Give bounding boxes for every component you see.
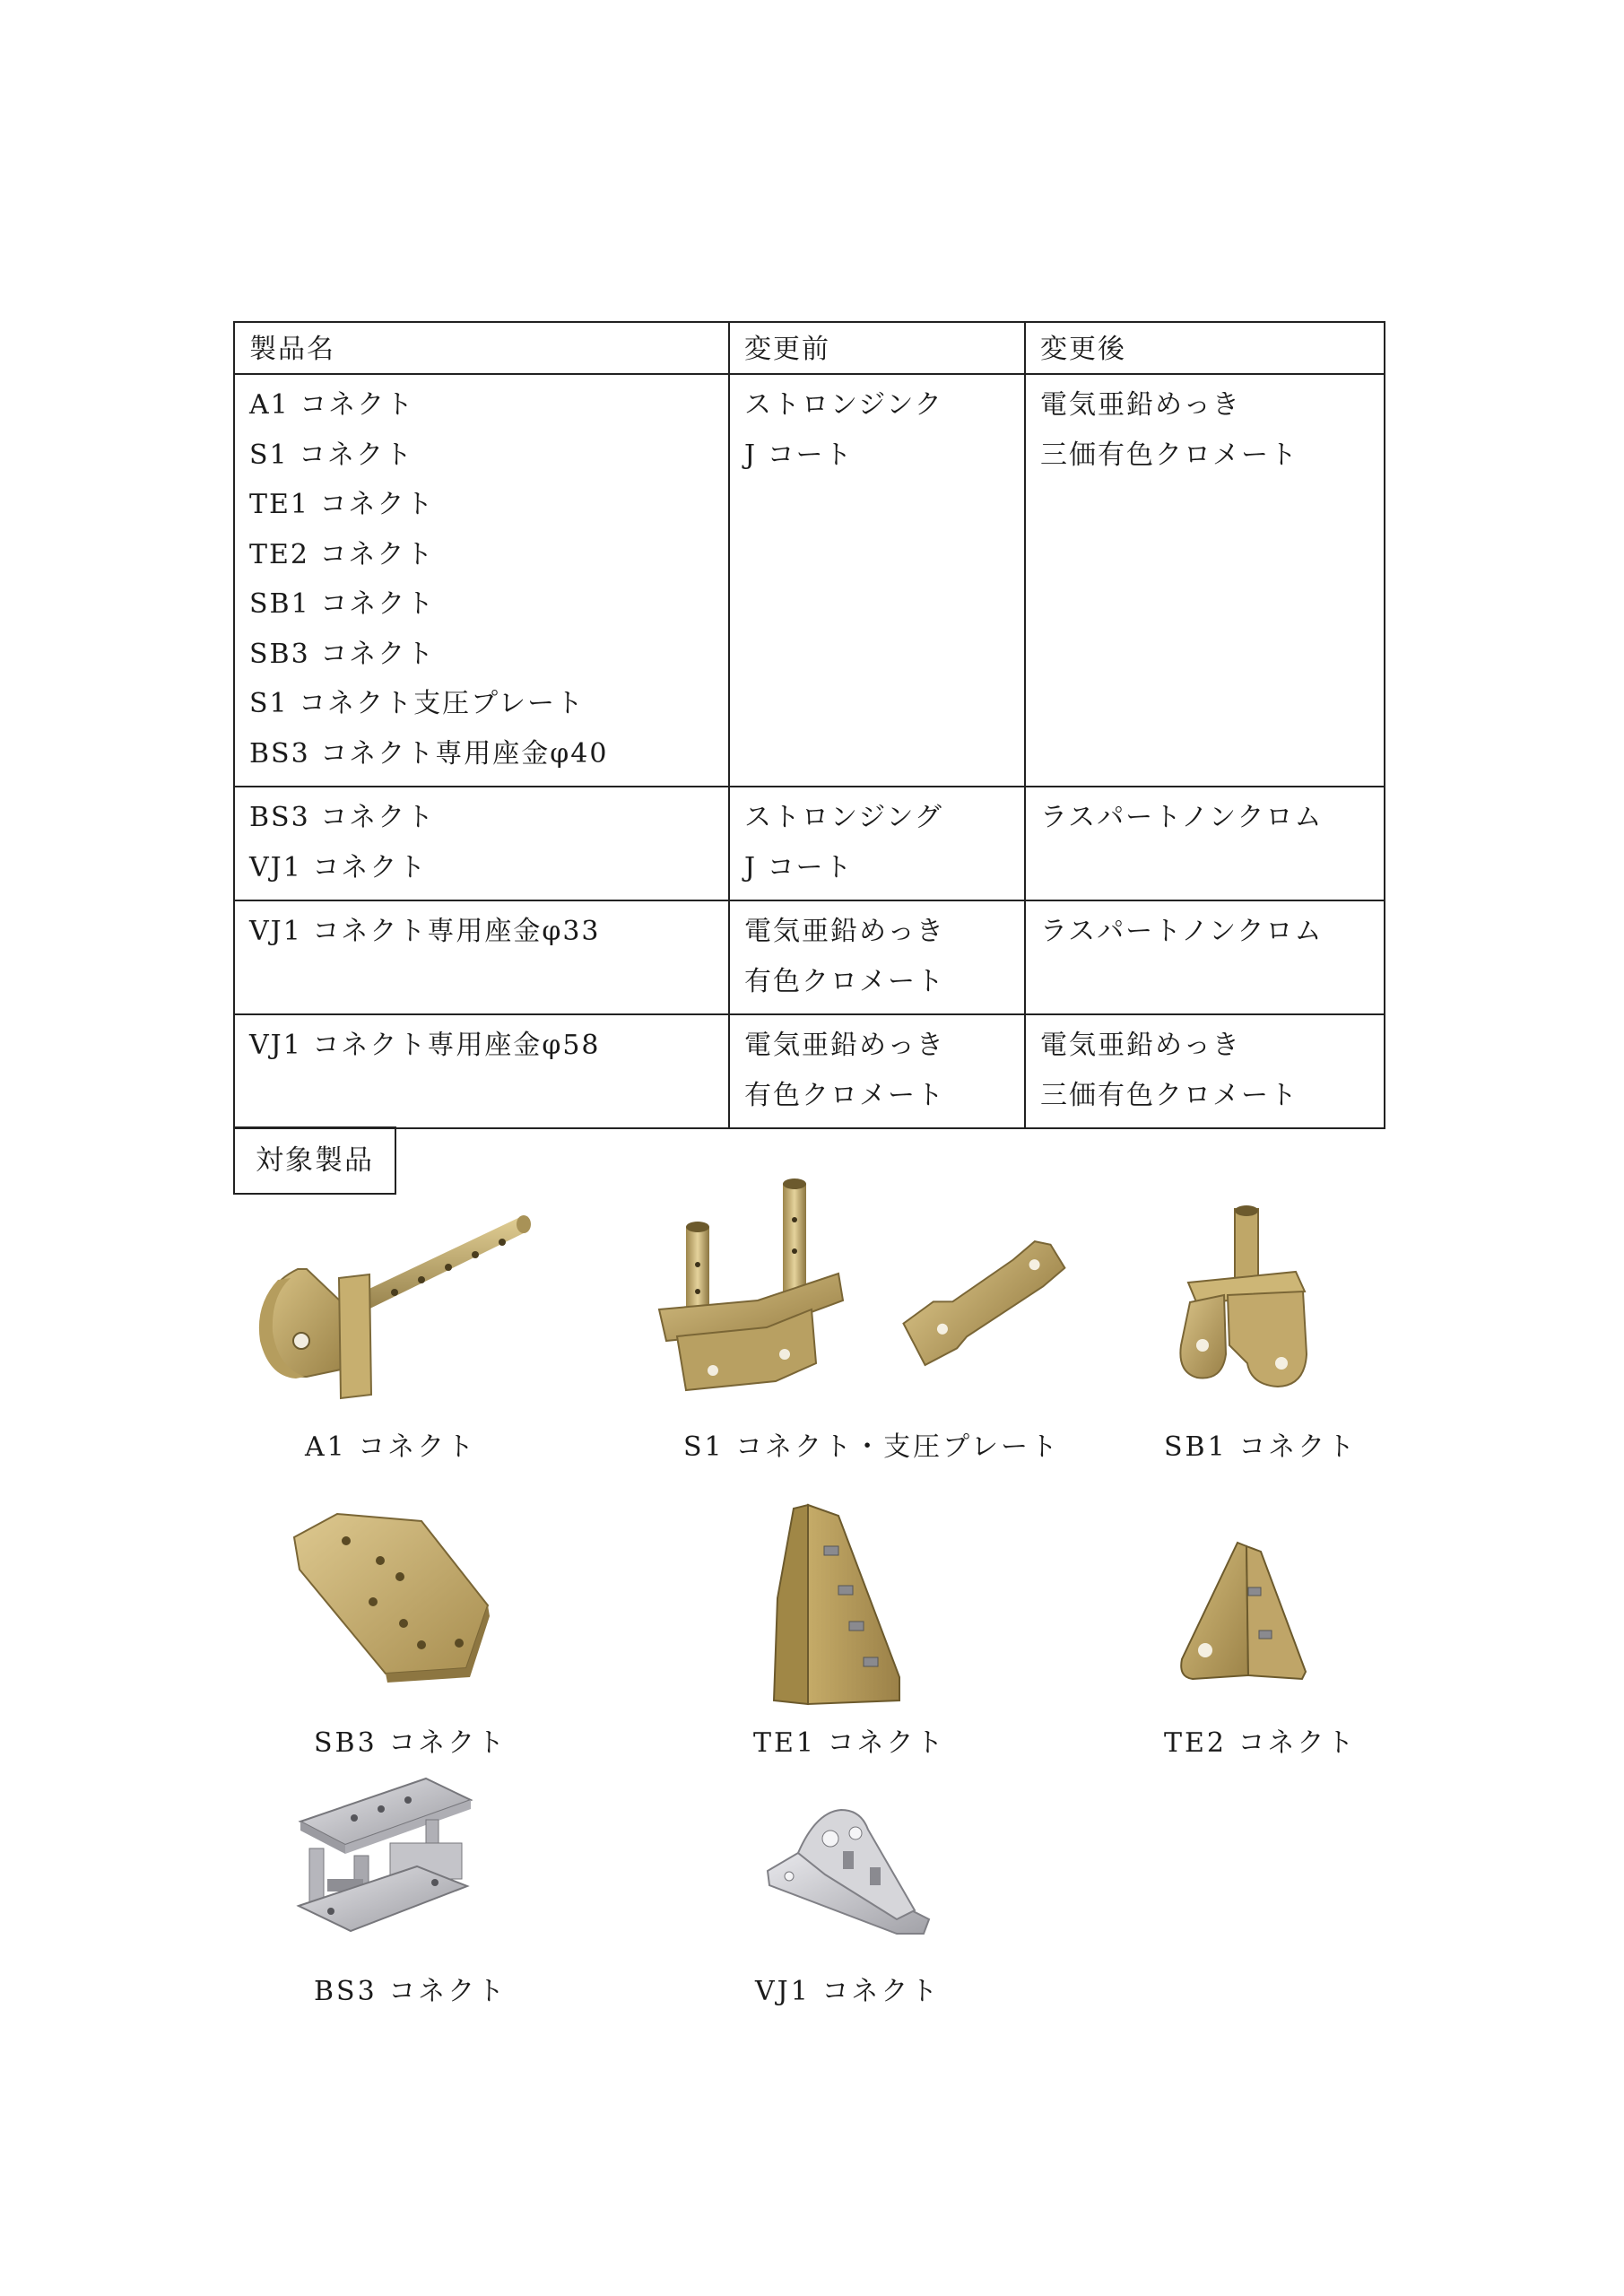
after-cell xyxy=(1025,900,1385,1014)
before-cell xyxy=(729,374,1025,787)
vj1-connect-image xyxy=(762,1803,933,1937)
product-name-line: TE1 コネクト xyxy=(249,489,435,520)
plating-change-table xyxy=(233,321,1385,1129)
header-before: 変更前 xyxy=(729,322,1025,374)
caption-s1-connect: S1 コネクト・支圧プレート xyxy=(683,1431,1060,1463)
caption-bs3-connect: BS3 コネクト xyxy=(314,1976,508,2007)
product-name-cell xyxy=(234,374,729,787)
before-line: J コート xyxy=(744,851,854,883)
product-name-line: BS3 コネクト xyxy=(249,802,436,833)
product-name-line: A1 コネクト xyxy=(249,389,415,421)
after-line: ラスパートノンクロム xyxy=(1040,916,1324,947)
table-row xyxy=(234,374,1385,787)
after-line: ラスパートノンクロム xyxy=(1040,802,1324,833)
table-header-row xyxy=(234,322,1385,374)
after-line: 電気亜鉛めっき xyxy=(1040,1030,1241,1061)
after-line: 三価有色クロメート xyxy=(1040,1079,1298,1111)
product-name-line: SB1 コネクト xyxy=(249,588,436,620)
product-name-line: VJ1 コネクト専用座金φ58 xyxy=(249,1030,601,1061)
caption-vj1-connect: VJ1 コネクト xyxy=(755,1976,941,2007)
caption-a1-connect: A1 コネクト xyxy=(305,1431,477,1463)
target-products-label: 対象製品 xyxy=(233,1126,396,1195)
before-cell xyxy=(729,787,1025,900)
product-name-line: S1 コネクト xyxy=(249,439,414,471)
sb3-connect-image xyxy=(287,1507,502,1686)
before-line: 電気亜鉛めっき xyxy=(744,1030,945,1061)
product-name-line: BS3 コネクト専用座金φ40 xyxy=(249,737,609,770)
product-name-line: S1 コネクト支圧プレート xyxy=(249,688,585,719)
caption-te2-connect: TE2 コネクト xyxy=(1164,1727,1357,1759)
product-name-line: VJ1 コネクト専用座金φ33 xyxy=(249,916,601,947)
product-name-line: TE2 コネクト xyxy=(249,538,435,570)
product-name-line: VJ1 コネクト xyxy=(249,851,428,883)
s1-connect-image xyxy=(650,1166,1072,1417)
header-after: 変更後 xyxy=(1025,322,1385,374)
product-name-cell xyxy=(234,1014,729,1128)
table-row xyxy=(234,900,1385,1014)
bs3-connect-image xyxy=(291,1771,480,1937)
before-line: 有色クロメート xyxy=(744,1079,945,1111)
after-cell xyxy=(1025,787,1385,900)
before-line: ストロンジング xyxy=(744,802,943,833)
caption-te1-connect: TE1 コネクト xyxy=(753,1727,946,1759)
te1-connect-image xyxy=(767,1498,910,1709)
after-line: 電気亜鉛めっき xyxy=(1040,389,1241,421)
after-cell xyxy=(1025,1014,1385,1128)
after-cell xyxy=(1025,374,1385,787)
caption-sb3-connect: SB3 コネクト xyxy=(314,1727,508,1759)
before-line: 電気亜鉛めっき xyxy=(744,916,945,947)
after-line: 三価有色クロメート xyxy=(1040,439,1298,471)
product-name-cell xyxy=(234,900,729,1014)
before-line: J コート xyxy=(744,439,854,471)
a1-connect-image xyxy=(251,1206,538,1404)
product-name-line: SB3 コネクト xyxy=(249,638,436,670)
before-line: ストロンジンク xyxy=(744,389,943,421)
sb1-connect-image xyxy=(1170,1202,1323,1395)
te2-connect-image xyxy=(1175,1534,1309,1686)
before-cell xyxy=(729,900,1025,1014)
table-row xyxy=(234,787,1385,900)
product-name-cell xyxy=(234,787,729,900)
table-row xyxy=(234,1014,1385,1128)
header-product-name: 製品名 xyxy=(234,322,729,374)
caption-sb1-connect: SB1 コネクト xyxy=(1164,1431,1358,1463)
before-line: 有色クロメート xyxy=(744,965,945,997)
before-cell xyxy=(729,1014,1025,1128)
